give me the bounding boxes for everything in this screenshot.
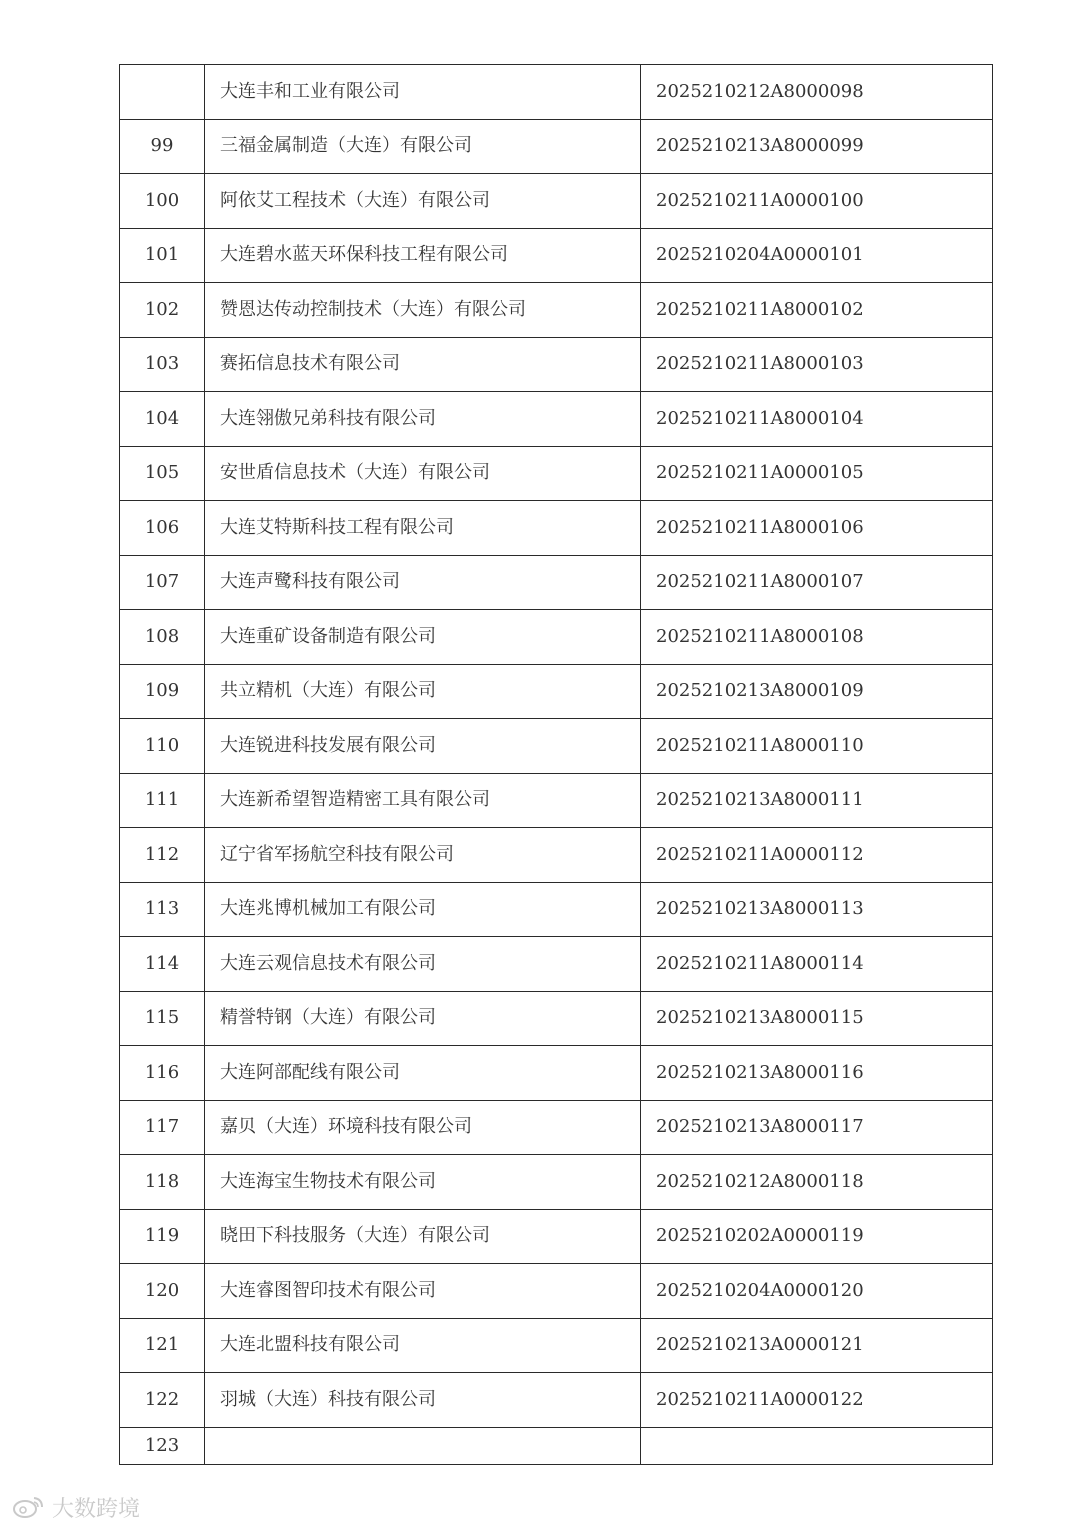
table-row [120,65,993,120]
table-row [120,283,993,338]
table-row [120,610,993,665]
registration-code-cell: 2025210213A8000113 [641,882,993,937]
company-name-cell: 三福金属制造（大连）有限公司 [205,119,641,174]
row-number-cell: 114 [120,937,205,992]
table-row [120,719,993,774]
company-name-cell: 精誉特钢（大连）有限公司 [205,991,641,1046]
registration-code-cell: 2025210204A0000101 [641,228,993,283]
company-name-cell: 大连翎傲兄弟科技有限公司 [205,392,641,447]
registration-code-cell: 2025210211A8000108 [641,610,993,665]
table-row [120,1264,993,1319]
table-row [120,1046,993,1101]
row-number-cell: 116 [120,1046,205,1101]
table-row [120,1100,993,1155]
row-number-cell: 108 [120,610,205,665]
row-number-cell: 111 [120,773,205,828]
row-number-cell: 115 [120,991,205,1046]
table-body [120,65,993,1465]
row-number-cell: 123 [120,1427,205,1464]
table-row [120,555,993,610]
row-number-cell: 121 [120,1318,205,1373]
registration-code-cell: 2025210211A0000122 [641,1373,993,1428]
company-name-cell: 大连丰和工业有限公司 [205,65,641,120]
company-name-cell: 赞恩达传动控制技术（大连）有限公司 [205,283,641,338]
registration-code-cell: 2025210211A0000112 [641,828,993,883]
row-number-cell: 118 [120,1155,205,1210]
company-name-cell: 大连重矿设备制造有限公司 [205,610,641,665]
table-row [120,446,993,501]
table-row [120,392,993,447]
row-number-cell: 106 [120,501,205,556]
registration-code-cell: 2025210202A0000119 [641,1209,993,1264]
row-number-cell: 122 [120,1373,205,1428]
registration-code-cell: 2025210211A8000106 [641,501,993,556]
row-number-cell: 113 [120,882,205,937]
company-name-cell: 嘉贝（大连）环境科技有限公司 [205,1100,641,1155]
registration-code-cell: 2025210211A0000100 [641,174,993,229]
company-name-cell: 大连碧水蓝天环保科技工程有限公司 [205,228,641,283]
registration-code-cell: 2025210204A0000120 [641,1264,993,1319]
row-number-cell: 112 [120,828,205,883]
row-number-cell: 107 [120,555,205,610]
company-name-cell: 大连睿图智印技术有限公司 [205,1264,641,1319]
table-row [120,228,993,283]
company-name-cell: 大连兆博机械加工有限公司 [205,882,641,937]
row-number-cell: 105 [120,446,205,501]
company-registry-table [119,64,993,1465]
company-name-cell: 大连云观信息技术有限公司 [205,937,641,992]
row-number-cell: 119 [120,1209,205,1264]
weibo-icon [12,1494,46,1520]
table-row [120,937,993,992]
table-row [120,337,993,392]
table-row [120,119,993,174]
registration-code-cell: 2025210213A0000121 [641,1318,993,1373]
company-name-cell [205,1427,641,1464]
registration-code-cell: 2025210213A8000111 [641,773,993,828]
registration-code-cell: 2025210213A8000116 [641,1046,993,1101]
company-name-cell: 大连声鹭科技有限公司 [205,555,641,610]
row-number-cell [120,65,205,120]
registration-code-cell [641,1427,993,1464]
row-number-cell: 100 [120,174,205,229]
company-name-cell: 大连锐进科技发展有限公司 [205,719,641,774]
registration-code-cell: 2025210211A8000107 [641,555,993,610]
table-row [120,1209,993,1264]
watermark-text: 大数跨境 [52,1496,141,1522]
row-number-cell: 101 [120,228,205,283]
table-row [120,501,993,556]
row-number-cell: 102 [120,283,205,338]
company-name-cell: 赛拓信息技术有限公司 [205,337,641,392]
row-number-cell: 103 [120,337,205,392]
table-row [120,828,993,883]
table-row [120,1155,993,1210]
row-number-cell: 109 [120,664,205,719]
table-row [120,882,993,937]
company-name-cell: 大连北盟科技有限公司 [205,1318,641,1373]
registration-code-cell: 2025210211A8000110 [641,719,993,774]
row-number-cell: 104 [120,392,205,447]
watermark [12,1492,140,1522]
registration-code-cell: 2025210212A8000118 [641,1155,993,1210]
company-name-cell: 阿依艾工程技术（大连）有限公司 [205,174,641,229]
registration-code-cell: 2025210211A8000104 [641,392,993,447]
registration-code-cell: 2025210213A8000099 [641,119,993,174]
registration-code-cell: 2025210211A8000103 [641,337,993,392]
company-name-cell: 大连艾特斯科技工程有限公司 [205,501,641,556]
row-number-cell: 110 [120,719,205,774]
company-name-cell: 安世盾信息技术（大连）有限公司 [205,446,641,501]
company-name-cell: 晓田下科技服务（大连）有限公司 [205,1209,641,1264]
table-row [120,1373,993,1428]
company-name-cell: 羽城（大连）科技有限公司 [205,1373,641,1428]
company-name-cell: 共立精机（大连）有限公司 [205,664,641,719]
table-row [120,1427,993,1464]
table-row [120,773,993,828]
table-row [120,991,993,1046]
company-name-cell: 辽宁省军扬航空科技有限公司 [205,828,641,883]
company-name-cell: 大连海宝生物技术有限公司 [205,1155,641,1210]
row-number-cell: 120 [120,1264,205,1319]
company-name-cell: 大连新希望智造精密工具有限公司 [205,773,641,828]
row-number-cell: 99 [120,119,205,174]
table-row [120,664,993,719]
table-row [120,174,993,229]
row-number-cell: 117 [120,1100,205,1155]
registration-code-cell: 2025210213A8000109 [641,664,993,719]
registration-code-cell: 2025210212A8000098 [641,65,993,120]
registration-code-cell: 2025210211A8000114 [641,937,993,992]
registration-code-cell: 2025210211A0000105 [641,446,993,501]
table-row [120,1318,993,1373]
registration-code-cell: 2025210211A8000102 [641,283,993,338]
registration-code-cell: 2025210213A8000117 [641,1100,993,1155]
company-name-cell: 大连阿部配线有限公司 [205,1046,641,1101]
registration-code-cell: 2025210213A8000115 [641,991,993,1046]
